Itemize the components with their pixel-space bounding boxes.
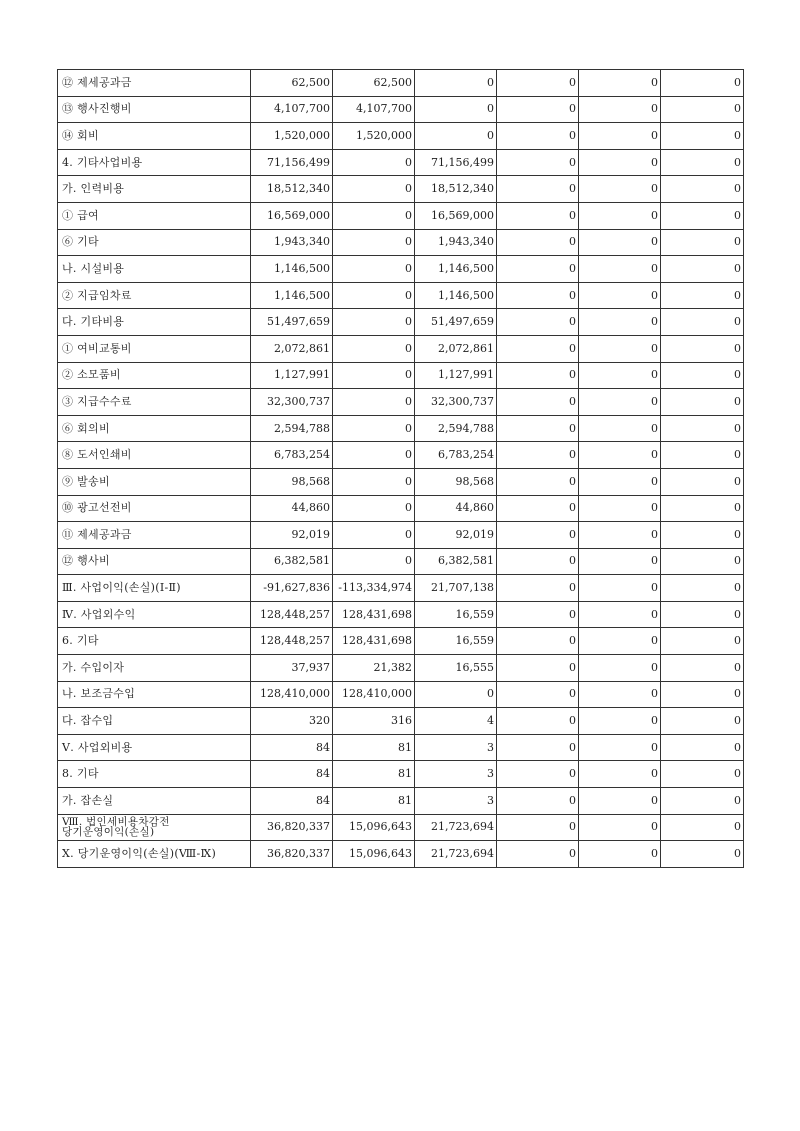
amount-cell: 0	[497, 389, 579, 416]
row-label: ⑧ 도서인쇄비	[58, 442, 251, 469]
amount-cell: 0	[579, 734, 661, 761]
amount-cell: 128,410,000	[333, 681, 415, 708]
amount-cell: 128,431,698	[333, 601, 415, 628]
amount-cell: 18,512,340	[251, 176, 333, 203]
amount-cell: 98,568	[415, 468, 497, 495]
table-row	[58, 389, 744, 416]
amount-cell: 0	[661, 708, 744, 735]
table-row	[58, 282, 744, 309]
amount-cell: 0	[497, 681, 579, 708]
table-row	[58, 681, 744, 708]
amount-cell: 0	[661, 415, 744, 442]
amount-cell: 0	[497, 256, 579, 283]
amount-cell: 1,943,340	[251, 229, 333, 256]
amount-cell: 316	[333, 708, 415, 735]
table-row	[58, 176, 744, 203]
row-label: 6. 기타	[58, 628, 251, 655]
row-label: ② 지급임차료	[58, 282, 251, 309]
amount-cell: 32,300,737	[251, 389, 333, 416]
amount-cell: 16,559	[415, 628, 497, 655]
row-label: Ⅷ. 법인세비용차감전 당기운영이익(손실)	[58, 814, 251, 841]
row-label: ⑨ 발송비	[58, 468, 251, 495]
amount-cell: 3	[415, 761, 497, 788]
amount-cell: 0	[661, 229, 744, 256]
amount-cell: 98,568	[251, 468, 333, 495]
amount-cell: 0	[661, 70, 744, 97]
amount-cell: 0	[579, 841, 661, 868]
amount-cell: 84	[251, 761, 333, 788]
amount-cell: 84	[251, 788, 333, 815]
amount-cell: 0	[579, 548, 661, 575]
ledger-table	[57, 69, 744, 868]
row-label: 가. 인력비용	[58, 176, 251, 203]
amount-cell: 2,072,861	[251, 335, 333, 362]
amount-cell: 16,555	[415, 655, 497, 682]
row-label: 가. 수입이자	[58, 655, 251, 682]
amount-cell: 37,937	[251, 655, 333, 682]
amount-cell: 320	[251, 708, 333, 735]
amount-cell: 32,300,737	[415, 389, 497, 416]
amount-cell: 0	[497, 788, 579, 815]
amount-cell: 1,127,991	[415, 362, 497, 389]
amount-cell: 0	[333, 495, 415, 522]
amount-cell: 0	[497, 149, 579, 176]
amount-cell: 0	[497, 123, 579, 150]
row-label: Ⅴ. 사업외비용	[58, 734, 251, 761]
amount-cell: 4	[415, 708, 497, 735]
table-row	[58, 841, 744, 868]
amount-cell: 92,019	[251, 522, 333, 549]
amount-cell: 15,096,643	[333, 814, 415, 841]
amount-cell: 0	[333, 362, 415, 389]
amount-cell: 0	[661, 734, 744, 761]
amount-cell: 21,707,138	[415, 575, 497, 602]
amount-cell: 0	[579, 256, 661, 283]
amount-cell: 0	[661, 628, 744, 655]
table-row	[58, 70, 744, 97]
amount-cell: 0	[661, 202, 744, 229]
amount-cell: 81	[333, 788, 415, 815]
amount-cell: 0	[579, 495, 661, 522]
amount-cell: 0	[661, 601, 744, 628]
amount-cell: 0	[497, 495, 579, 522]
amount-cell: 0	[579, 788, 661, 815]
amount-cell: 15,096,643	[333, 841, 415, 868]
table-row	[58, 628, 744, 655]
amount-cell: 0	[415, 681, 497, 708]
amount-cell: 1,943,340	[415, 229, 497, 256]
amount-cell: 0	[333, 442, 415, 469]
amount-cell: 0	[579, 202, 661, 229]
amount-cell: 0	[497, 282, 579, 309]
amount-cell: 0	[497, 575, 579, 602]
amount-cell: 0	[497, 522, 579, 549]
amount-cell: 51,497,659	[415, 309, 497, 336]
amount-cell: 0	[579, 389, 661, 416]
amount-cell: 36,820,337	[251, 814, 333, 841]
amount-cell: 3	[415, 788, 497, 815]
amount-cell: 36,820,337	[251, 841, 333, 868]
amount-cell: 1,127,991	[251, 362, 333, 389]
amount-cell: 16,559	[415, 601, 497, 628]
amount-cell: 0	[579, 96, 661, 123]
amount-cell: 0	[333, 309, 415, 336]
row-label: 나. 시설비용	[58, 256, 251, 283]
amount-cell: 0	[661, 761, 744, 788]
amount-cell: 3	[415, 734, 497, 761]
amount-cell: 0	[497, 70, 579, 97]
amount-cell: 128,448,257	[251, 601, 333, 628]
table-row	[58, 708, 744, 735]
table-row	[58, 362, 744, 389]
amount-cell: 0	[333, 335, 415, 362]
amount-cell: 62,500	[333, 70, 415, 97]
row-label: ③ 지급수수료	[58, 389, 251, 416]
amount-cell: 71,156,499	[415, 149, 497, 176]
amount-cell: 0	[333, 548, 415, 575]
amount-cell: 0	[497, 628, 579, 655]
amount-cell: 44,860	[415, 495, 497, 522]
row-label: 다. 잡수입	[58, 708, 251, 735]
amount-cell: 0	[661, 389, 744, 416]
amount-cell: 128,448,257	[251, 628, 333, 655]
table-row	[58, 256, 744, 283]
amount-cell: 0	[579, 282, 661, 309]
table-row	[58, 123, 744, 150]
table-row	[58, 522, 744, 549]
amount-cell: 0	[497, 841, 579, 868]
amount-cell: 0	[497, 814, 579, 841]
amount-cell: 21,723,694	[415, 841, 497, 868]
row-label: 가. 잡손실	[58, 788, 251, 815]
amount-cell: 0	[579, 814, 661, 841]
row-label: Ⅲ. 사업이익(손실)(Ⅰ-Ⅱ)	[58, 575, 251, 602]
amount-cell: 6,382,581	[415, 548, 497, 575]
amount-cell: 6,783,254	[415, 442, 497, 469]
amount-cell: 0	[661, 282, 744, 309]
amount-cell: 0	[661, 522, 744, 549]
table-row	[58, 415, 744, 442]
amount-cell: 2,594,788	[415, 415, 497, 442]
amount-cell: 92,019	[415, 522, 497, 549]
amount-cell: 0	[497, 176, 579, 203]
amount-cell: 1,146,500	[251, 256, 333, 283]
amount-cell: 0	[497, 655, 579, 682]
row-label: ⑭ 회비	[58, 123, 251, 150]
amount-cell: 1,520,000	[251, 123, 333, 150]
table-row	[58, 575, 744, 602]
amount-cell: 0	[497, 734, 579, 761]
row-label: ① 여비교통비	[58, 335, 251, 362]
amount-cell: 0	[661, 548, 744, 575]
amount-cell: 0	[661, 256, 744, 283]
amount-cell: 0	[661, 468, 744, 495]
amount-cell: 0	[661, 176, 744, 203]
amount-cell: 0	[497, 601, 579, 628]
amount-cell: 0	[661, 149, 744, 176]
amount-cell: 0	[661, 362, 744, 389]
amount-cell: 0	[497, 309, 579, 336]
row-label: 다. 기타비용	[58, 309, 251, 336]
table-row	[58, 229, 744, 256]
amount-cell: 18,512,340	[415, 176, 497, 203]
amount-cell: 0	[333, 176, 415, 203]
table-row	[58, 442, 744, 469]
amount-cell: 0	[661, 495, 744, 522]
amount-cell: 6,382,581	[251, 548, 333, 575]
amount-cell: 0	[579, 522, 661, 549]
amount-cell: 0	[333, 468, 415, 495]
amount-cell: 0	[579, 123, 661, 150]
amount-cell: 84	[251, 734, 333, 761]
table-row	[58, 655, 744, 682]
amount-cell: 0	[497, 202, 579, 229]
amount-cell: 0	[333, 202, 415, 229]
table-row	[58, 468, 744, 495]
row-label: ⑪ 제세공과금	[58, 522, 251, 549]
table-row	[58, 96, 744, 123]
amount-cell: 0	[661, 788, 744, 815]
row-label: ② 소모품비	[58, 362, 251, 389]
amount-cell: 0	[661, 814, 744, 841]
amount-cell: 0	[333, 282, 415, 309]
amount-cell: 0	[415, 96, 497, 123]
row-label: Ⅹ. 당기운영이익(손실)(Ⅷ-Ⅸ)	[58, 841, 251, 868]
amount-cell: 1,520,000	[333, 123, 415, 150]
amount-cell: 128,431,698	[333, 628, 415, 655]
amount-cell: 0	[579, 628, 661, 655]
row-label: ⑫ 행사비	[58, 548, 251, 575]
table-row	[58, 149, 744, 176]
amount-cell: 0	[579, 655, 661, 682]
amount-cell: 0	[497, 468, 579, 495]
row-label: 나. 보조금수입	[58, 681, 251, 708]
row-label: Ⅳ. 사업외수익	[58, 601, 251, 628]
amount-cell: 0	[415, 123, 497, 150]
amount-cell: 44,860	[251, 495, 333, 522]
amount-cell: 1,146,500	[251, 282, 333, 309]
amount-cell: 0	[415, 70, 497, 97]
amount-cell: -113,334,974	[333, 575, 415, 602]
amount-cell: 0	[579, 468, 661, 495]
amount-cell: 16,569,000	[415, 202, 497, 229]
table-row	[58, 761, 744, 788]
amount-cell: 62,500	[251, 70, 333, 97]
amount-cell: 4,107,700	[251, 96, 333, 123]
amount-cell: 0	[497, 548, 579, 575]
row-label: ⑫ 제세공과금	[58, 70, 251, 97]
amount-cell: 6,783,254	[251, 442, 333, 469]
table-row	[58, 548, 744, 575]
row-label: ⑥ 기타	[58, 229, 251, 256]
amount-cell: 0	[579, 601, 661, 628]
table-row	[58, 202, 744, 229]
amount-cell: 128,410,000	[251, 681, 333, 708]
amount-cell: 51,497,659	[251, 309, 333, 336]
table-row	[58, 309, 744, 336]
ledger-body	[58, 70, 744, 868]
row-label: 8. 기타	[58, 761, 251, 788]
table-row	[58, 788, 744, 815]
amount-cell: 71,156,499	[251, 149, 333, 176]
amount-cell: 0	[497, 415, 579, 442]
amount-cell: 0	[661, 335, 744, 362]
amount-cell: 0	[497, 442, 579, 469]
amount-cell: 21,382	[333, 655, 415, 682]
amount-cell: 0	[333, 522, 415, 549]
amount-cell: 0	[333, 229, 415, 256]
amount-cell: 0	[579, 681, 661, 708]
amount-cell: 81	[333, 761, 415, 788]
table-row	[58, 814, 744, 841]
amount-cell: 0	[333, 149, 415, 176]
row-label: ① 급여	[58, 202, 251, 229]
amount-cell: 0	[579, 229, 661, 256]
amount-cell: 0	[579, 309, 661, 336]
row-label: 4. 기타사업비용	[58, 149, 251, 176]
table-row	[58, 335, 744, 362]
amount-cell: 0	[579, 442, 661, 469]
amount-cell: 0	[333, 415, 415, 442]
amount-cell: 0	[579, 70, 661, 97]
amount-cell: 0	[579, 415, 661, 442]
amount-cell: 0	[579, 575, 661, 602]
amount-cell: 4,107,700	[333, 96, 415, 123]
amount-cell: 0	[661, 123, 744, 150]
amount-cell: -91,627,836	[251, 575, 333, 602]
amount-cell: 2,594,788	[251, 415, 333, 442]
amount-cell: 0	[579, 761, 661, 788]
amount-cell: 16,569,000	[251, 202, 333, 229]
amount-cell: 21,723,694	[415, 814, 497, 841]
amount-cell: 0	[497, 362, 579, 389]
row-label: ⑬ 행사진행비	[58, 96, 251, 123]
amount-cell: 0	[579, 335, 661, 362]
amount-cell: 0	[497, 761, 579, 788]
amount-cell: 0	[661, 96, 744, 123]
amount-cell: 0	[497, 96, 579, 123]
amount-cell: 0	[579, 362, 661, 389]
amount-cell: 0	[661, 841, 744, 868]
table-row	[58, 734, 744, 761]
amount-cell: 0	[579, 176, 661, 203]
table-row	[58, 495, 744, 522]
amount-cell: 0	[661, 309, 744, 336]
amount-cell: 0	[497, 708, 579, 735]
amount-cell: 0	[661, 575, 744, 602]
amount-cell: 81	[333, 734, 415, 761]
amount-cell: 0	[661, 681, 744, 708]
amount-cell: 1,146,500	[415, 256, 497, 283]
amount-cell: 1,146,500	[415, 282, 497, 309]
amount-cell: 0	[661, 655, 744, 682]
amount-cell: 0	[661, 442, 744, 469]
amount-cell: 0	[333, 389, 415, 416]
amount-cell: 2,072,861	[415, 335, 497, 362]
amount-cell: 0	[579, 708, 661, 735]
table-row	[58, 601, 744, 628]
amount-cell: 0	[497, 229, 579, 256]
row-label: ⑥ 회의비	[58, 415, 251, 442]
amount-cell: 0	[497, 335, 579, 362]
amount-cell: 0	[579, 149, 661, 176]
amount-cell: 0	[333, 256, 415, 283]
row-label: ⑩ 광고선전비	[58, 495, 251, 522]
